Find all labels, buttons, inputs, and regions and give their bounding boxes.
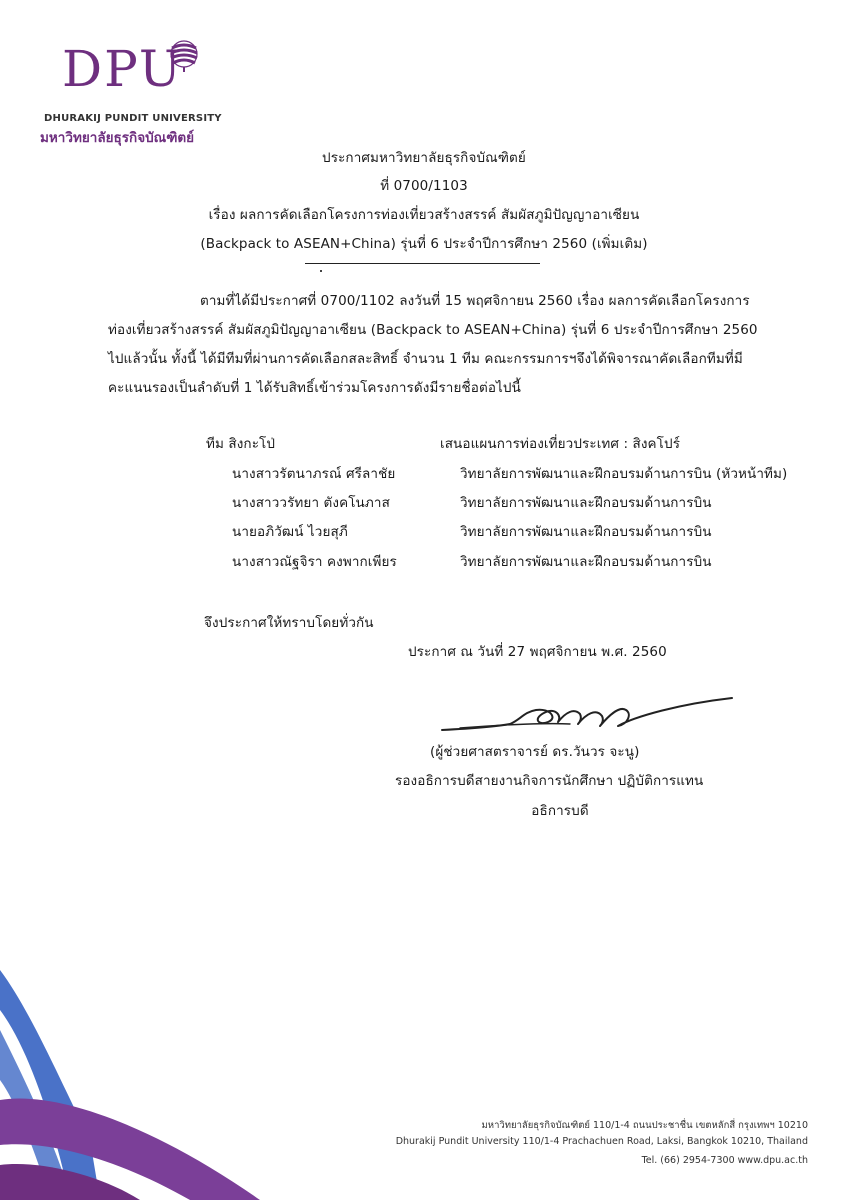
footer-address-en: Dhurakij Pundit University 110/1-4 Prachachuen Road, Laksi, Bangkok 10210, Thailand xyxy=(395,1136,808,1147)
logo-name-en: DHURAKIJ PUNDIT UNIVERSITY xyxy=(44,113,222,124)
announcement-number: ที่ 0700/1103 xyxy=(380,178,468,194)
body-line-2: ท่องเที่ยวสร้างสรรค์ สัมผัสภูมิปัญญาอาเซียน (Backpack to ASEAN+China) รุ่นที่ 6 ประจำปีการศึกษา 2560 xyxy=(108,322,758,338)
announcement-date: ประกาศ ณ วันที่ 27 พฤศจิกายน พ.ศ. 2560 xyxy=(408,644,667,660)
member-name: นางสาวณัฐจิรา คงพากเพียร xyxy=(232,554,397,570)
closing-statement: จึงประกาศให้ทราบโดยทั่วกัน xyxy=(204,615,374,631)
subject-line-1: เรื่อง ผลการคัดเลือกโครงการท่องเที่ยวสร้างสรรค์ สัมผัสภูมิปัญญาอาเซียน xyxy=(208,207,640,223)
member-name: นางสาวรัตนาภรณ์ ศรีลาชัย xyxy=(232,466,396,482)
university-logo xyxy=(28,36,228,148)
team-name: ทีม สิงกะโป่ xyxy=(206,436,276,452)
footer-contact: Tel. (66) 2954-7300 www.dpu.ac.th xyxy=(641,1155,808,1166)
signatory-title-2: อธิการบดี xyxy=(531,803,589,819)
logo-name-th: มหาวิทยาลัยธุรกิจบัณฑิตย์ xyxy=(40,130,195,146)
stray-mark xyxy=(320,270,322,272)
body-line-3: ไปแล้วนั้น ทั้งนี้ ได้มีทีมที่ผ่านการคัดเลือกสละสิทธิ์ จำนวน 1 ทีม คณะกรรมการฯจึงได้พิจารณาคัดเลือกทีมที่มี xyxy=(108,351,743,367)
globe-icon xyxy=(168,38,200,72)
member-name: นายอภิวัฒน์ ไวยสุภี xyxy=(232,524,348,540)
member-dept: วิทยาลัยการพัฒนาและฝึกอบรมด้านการบิน (หัวหน้าทีม) xyxy=(460,466,788,482)
footer-address-th: มหาวิทยาลัยธุรกิจบัณฑิตย์ 110/1-4 ถนนประชาชื่น เขตหลักสี่ กรุงเทพฯ 10210 xyxy=(481,1120,808,1131)
signatory-name: (ผู้ช่วยศาสตราจารย์ ดร.วันวร จะนู) xyxy=(430,744,640,760)
member-dept: วิทยาลัยการพัฒนาและฝึกอบรมด้านการบิน xyxy=(460,495,712,511)
signatory-title: รองอธิการบดีสายงานกิจการนักศึกษา ปฏิบัติการแทน xyxy=(395,773,704,789)
member-name: นางสาววรัทยา ตังคโนภาส xyxy=(232,495,390,511)
body-line-1: ตามที่ได้มีประกาศที่ 0700/1102 ลงวันที่ 15 พฤศจิกายน 2560 เรื่อง ผลการคัดเลือกโครงการ xyxy=(200,293,750,309)
announcement-org: ประกาศมหาวิทยาลัยธุรกิจบัณฑิตย์ xyxy=(322,150,526,166)
subject-line-2: (Backpack to ASEAN+China) รุ่นที่ 6 ประจำปีการศึกษา 2560 (เพิ่มเติม) xyxy=(200,236,648,252)
member-dept: วิทยาลัยการพัฒนาและฝึกอบรมด้านการบิน xyxy=(460,524,712,540)
body-line-4: คะแนนรองเป็นลำดับที่ 1 ได้รับสิทธิ์เข้าร่วมโครงการดังมีรายชื่อต่อไปนี้ xyxy=(108,380,521,396)
signature xyxy=(440,690,740,738)
team-plan: เสนอแผนการท่องเที่ยวประเทศ : สิงคโปร์ xyxy=(440,436,681,452)
header-divider xyxy=(305,263,540,264)
member-dept: วิทยาลัยการพัฒนาและฝึกอบรมด้านการบิน xyxy=(460,554,712,570)
logo-mark: DPU xyxy=(62,40,183,98)
